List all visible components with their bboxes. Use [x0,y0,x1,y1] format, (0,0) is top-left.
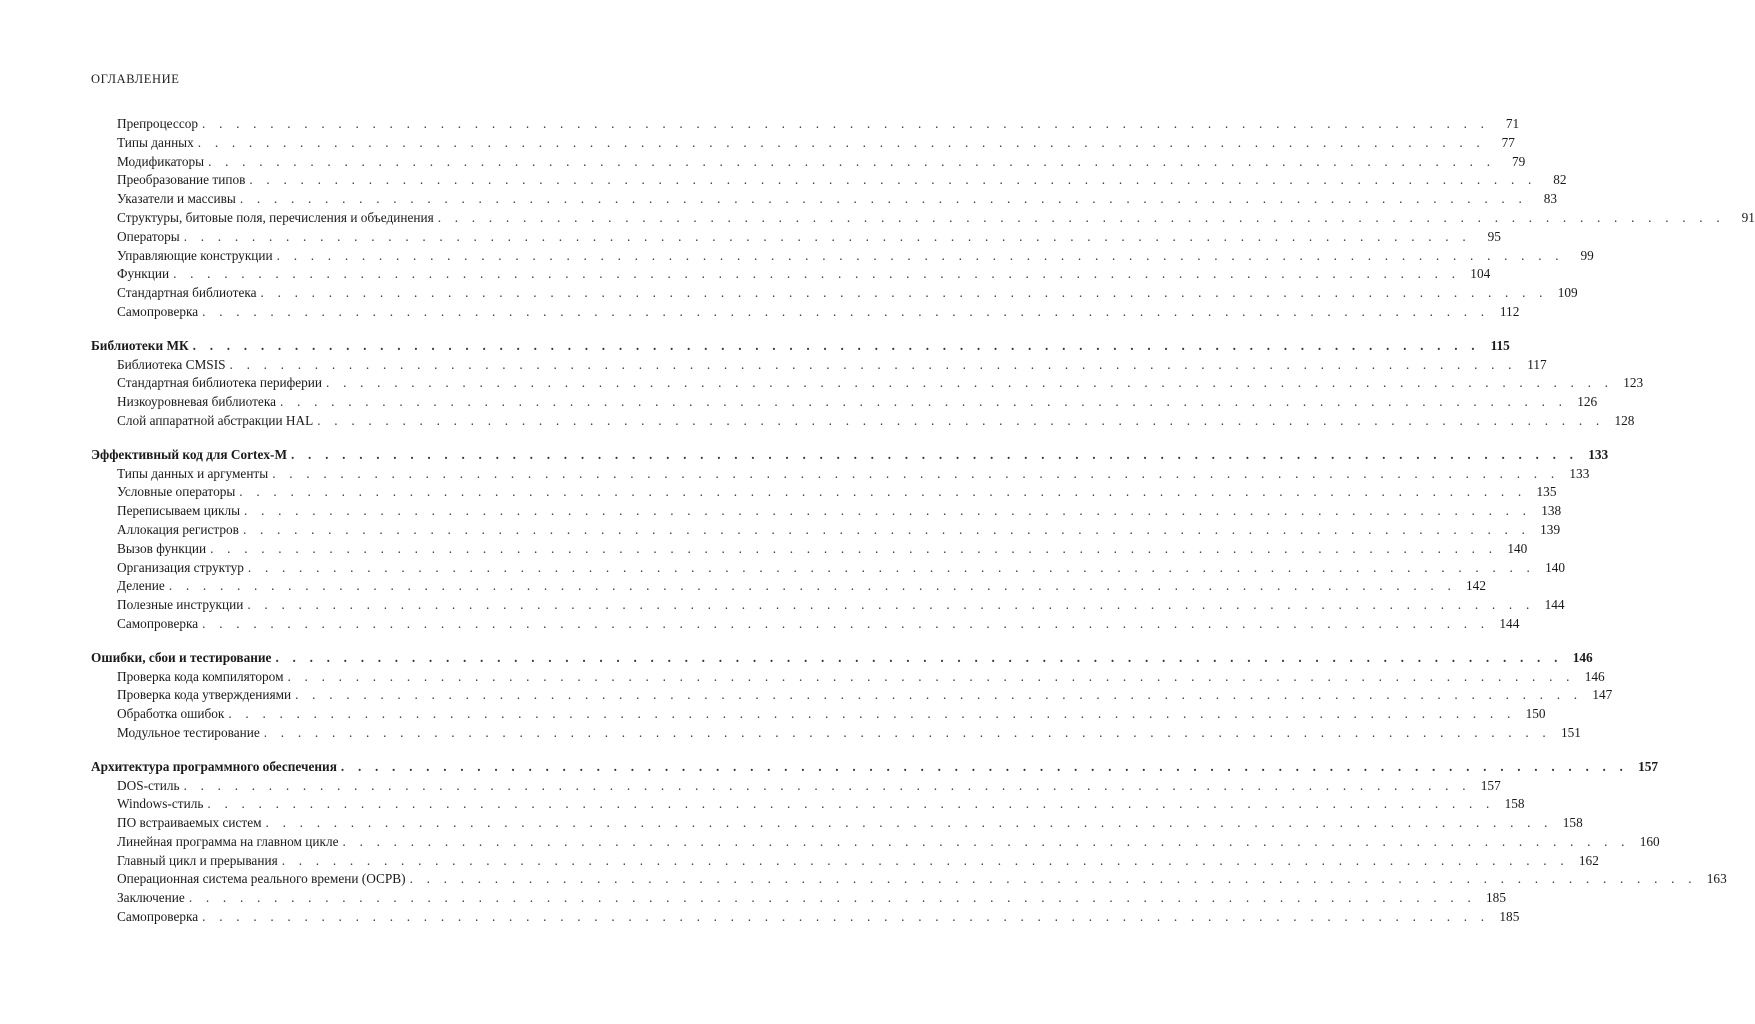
toc-entry-page: 142 [1466,578,1486,594]
dot-leader: . . . . . . . . . . . . . . . . . . . . . . . . . . . . . . . . . . . . . . . . . . . . . . . . . . . . . . . . . . . . . . . . . . . . . . . . . . . . [275,649,1563,665]
toc-section [91,649,1613,743]
dot-leader: . . . . . . . . . . . . . . . . . . . . . . . . . . . . . . . . . . . . . . . . . . . . . . . . . . . . . . . . . . . . . . . . . . . . . . . . . . . . [239,484,1527,500]
toc-chapter-title: Эффективный код для Cortex-M [91,446,287,462]
toc-entry-page: 151 [1560,724,1581,740]
toc-entry[interactable] [91,115,1520,134]
dot-leader: . . . . . . . . . . . . . . . . . . . . . . . . . . . . . . . . . . . . . . . . . . . . . . . . . . . . . . . . . . . . . . . . . . . . . . . . . . . . [208,153,1496,169]
toc-entry[interactable] [91,134,1515,153]
toc-chapter-title: Ошибки, сбои и тестирование [91,649,272,665]
toc-section [91,758,1727,927]
dot-leader: . . . . . . . . . . . . . . . . . . . . . . . . . . . . . . . . . . . . . . . . . . . . . . . . . . . . . . . . . . . . . . . . . . . . . . . . . . . . [173,266,1461,282]
toc-entry-page: 133 [1569,465,1590,481]
toc-entry[interactable] [91,908,1520,927]
toc-entry-title: Низкоуровневая библиотека [117,394,276,410]
toc-entry[interactable] [91,540,1528,559]
toc-entry-title: Структуры, битовые поля, перечисления и объединения [117,209,434,225]
toc-entry-title: Операционная система реального времени (ОСРВ) [117,871,406,887]
toc-chapter[interactable] [91,337,1510,356]
toc-entry-title: Самопроверка [117,615,199,631]
dot-leader: . . . . . . . . . . . . . . . . . . . . . . . . . . . . . . . . . . . . . . . . . . . . . . . . . . . . . . . . . . . . . . . . . . . . . . . . . . . . [188,890,1476,906]
toc-entry-page: 126 [1577,394,1598,410]
dot-leader: . . . . . . . . . . . . . . . . . . . . . . . . . . . . . . . . . . . . . . . . . . . . . . . . . . . . . . . . . . . . . . . . . . . . . . . . . . . . [437,209,1725,225]
toc-chapter[interactable] [91,446,1609,465]
table-of-contents [91,115,1755,927]
toc-entry-page: 95 [1487,228,1501,244]
dot-leader: . . . . . . . . . . . . . . . . . . . . . . . . . . . . . . . . . . . . . . . . . . . . . . . . . . . . . . . . . . . . . . . . . . . . . . . . . . . . [183,228,1471,244]
dot-leader: . . . . . . . . . . . . . . . . . . . . . . . . . . . . . . . . . . . . . . . . . . . . . . . . . . . . . . . . . . . . . . . . . . . . . . . . . . . . [326,375,1614,391]
toc-entry-title: Преобразование типов [117,172,246,188]
toc-chapter-page: 157 [1638,758,1659,774]
dot-leader: . . . . . . . . . . . . . . . . . . . . . . . . . . . . . . . . . . . . . . . . . . . . . . . . . . . . . . . . . . . . . . . . . . . . . . . . . . . . [242,521,1531,537]
dot-leader: . . . . . . . . . . . . . . . . . . . . . . . . . . . . . . . . . . . . . . . . . . . . . . . . . . . . . . . . . . . . . . . . . . . . . . . . . . . . [281,852,1569,868]
toc-entry[interactable] [91,356,1547,375]
toc-entry[interactable] [91,559,1566,578]
toc-entry-page: 135 [1536,484,1557,500]
section-gap [91,743,681,758]
dot-leader: . . . . . . . . . . . . . . . . . . . . . . . . . . . . . . . . . . . . . . . . . . . . . . . . . . . . . . . . . . . . . . . . . . . . . . . . . . . . [249,172,1537,188]
toc-entry-title: Операторы [117,228,180,244]
toc-entry-page: 157 [1480,777,1501,793]
dot-leader: . . . . . . . . . . . . . . . . . . . . . . . . . . . . . . . . . . . . . . . . . . . . . . . . . . . . . . . . . . . . . . . . . . . . . . . . . . . . [409,871,1697,887]
dot-leader: . . . . . . . . . . . . . . . . . . . . . . . . . . . . . . . . . . . . . . . . . . . . . . . . . . . . . . . . . . . . . . . . . . . . . . . . . . . . [276,247,1564,263]
toc-entry-page: 158 [1562,815,1583,831]
toc-entry[interactable] [91,171,1567,190]
toc-chapter[interactable] [91,758,1659,777]
toc-entry[interactable] [91,374,1644,393]
toc-entry-title: Главный цикл и прерывания [117,852,278,868]
toc-entry-title: Обработка ошибок [117,706,225,722]
dot-leader: . . . . . . . . . . . . . . . . . . . . . . . . . . . . . . . . . . . . . . . . . . . . . . . . . . . . . . . . . . . . . . . . . . . . . . . . . . . . [272,465,1560,481]
toc-section [91,337,1644,431]
toc-entry-title: Линейная программа на главном цикле [117,833,339,849]
toc-entry[interactable] [91,483,1557,502]
dot-leader: . . . . . . . . . . . . . . . . . . . . . . . . . . . . . . . . . . . . . . . . . . . . . . . . . . . . . . . . . . . . . . . . . . . . . . . . . . . . [280,394,1568,410]
toc-entry[interactable] [91,852,1599,871]
toc-entry[interactable] [91,833,1660,852]
dot-leader: . . . . . . . . . . . . . . . . . . . . . . . . . . . . . . . . . . . . . . . . . . . . . . . . . . . . . . . . . . . . . . . . . . . . . . . . . . . . [287,668,1575,684]
toc-entry[interactable] [91,284,1578,303]
toc-entry-title: Заключение [117,890,185,906]
toc-entry-title: Переписываем циклы [117,503,241,519]
toc-entry[interactable] [91,889,1506,908]
dot-leader: . . . . . . . . . . . . . . . . . . . . . . . . . . . . . . . . . . . . . . . . . . . . . . . . . . . . . . . . . . . . . . . . . . . . . . . . . . . . [260,285,1548,301]
toc-entry[interactable] [91,228,1501,247]
toc-entry-page: 185 [1486,890,1506,906]
toc-entry-title: Управляющие конструкции [117,247,273,263]
toc-entry[interactable] [91,577,1486,596]
toc-entry-page: 144 [1544,597,1565,613]
toc-entry[interactable] [91,668,1605,687]
dot-leader: . . . . . . . . . . . . . . . . . . . . . . . . . . . . . . . . . . . . . . . . . . . . . . . . . . . . . . . . . . . . . . . . . . . . . . . . . . . . [192,337,1480,353]
toc-chapter-page: 146 [1572,649,1593,665]
toc-entry-page: 71 [1505,116,1520,131]
section-gap [91,634,681,649]
toc-entry[interactable] [91,777,1501,796]
toc-entry-page: 162 [1578,852,1599,868]
dot-leader: . . . . . . . . . . . . . . . . . . . . . . . . . . . . . . . . . . . . . . . . . . . . . . . . . . . . . . . . . . . . . . . . . . . . . . . . . . . . [244,503,1532,519]
dot-leader: . . . . . . . . . . . . . . . . . . . . . . . . . . . . . . . . . . . . . . . . . . . . . . . . . . . . . . . . . . . . . . . . . . . . . . . . . . . . [247,597,1535,613]
dot-leader: . . . . . . . . . . . . . . . . . . . . . . . . . . . . . . . . . . . . . . . . . . . . . . . . . . . . . . . . . . . . . . . . . . . . . . . . . . . . [210,540,1498,556]
toc-entry-page: 163 [1706,871,1727,887]
toc-entry-title: Условные операторы [117,484,236,500]
toc-entry-page: 128 [1614,412,1635,428]
toc-entry[interactable] [91,686,1613,705]
toc-chapter-title: Архитектура программного обеспечения [91,758,337,774]
toc-entry[interactable] [91,393,1598,412]
running-head: ОГЛАВЛЕНИЕ [91,72,180,86]
toc-entry[interactable] [91,465,1590,484]
toc-entry-page: 99 [1580,247,1594,263]
toc-entry-page: 104 [1470,266,1491,282]
toc-entry-title: Препроцессор [117,116,199,131]
toc-entry-title: Стандартная библиотека [117,285,257,301]
dot-leader: . . . . . . . . . . . . . . . . . . . . . . . . . . . . . . . . . . . . . . . . . . . . . . . . . . . . . . . . . . . . . . . . . . . . . . . . . . . . [228,706,1516,722]
toc-entry-title: Вызов функции [117,540,207,556]
dot-leader: . . . . . . . . . . . . . . . . . . . . . . . . . . . . . . . . . . . . . . . . . . . . . . . . . . . . . . . . . . . . . . . . . . . . . . . . . . . . [239,191,1527,207]
toc-entry-title: Типы данных [117,134,194,150]
toc-entry-page: 77 [1501,134,1515,150]
dot-leader: . . . . . . . . . . . . . . . . . . . . . . . . . . . . . . . . . . . . . . . . . . . . . . . . . . . . . . . . . . . . . . . . . . . . . . . . . . . . [295,687,1583,703]
toc-entry-page: 139 [1540,521,1561,537]
toc-entry[interactable] [91,795,1525,814]
toc-entry[interactable] [91,265,1491,284]
dot-leader: . . . . . . . . . . . . . . . . . . . . . . . . . . . . . . . . . . . . . . . . . . . . . . . . . . . . . . . . . . . . . . . . . . . . . . . . . . . . [263,724,1551,740]
toc-entry-title: Самопроверка [117,303,199,319]
dot-leader: . . . . . . . . . . . . . . . . . . . . . . . . . . . . . . . . . . . . . . . . . . . . . . . . . . . . . . . . . . . . . . . . . . . . . . . . . . . . [202,909,1490,925]
dot-leader: . . . . . . . . . . . . . . . . . . . . . . . . . . . . . . . . . . . . . . . . . . . . . . . . . . . . . . . . . . . . . . . . . . . . . . . . . . . . [247,559,1536,575]
toc-entry-title: Слой аппаратной абстракции HAL [117,412,314,428]
toc-entry-page: 140 [1545,559,1566,575]
toc-entry[interactable] [91,521,1561,540]
toc-entry-title: Модульное тестирование [117,724,260,740]
dot-leader: . . . . . . . . . . . . . . . . . . . . . . . . . . . . . . . . . . . . . . . . . . . . . . . . . . . . . . . . . . . . . . . . . . . . . . . . . . . . [229,356,1517,372]
toc-entry-title: Организация структур [117,559,244,575]
toc-entry[interactable] [91,303,1520,322]
toc-entry-title: Windows-стиль [117,796,204,812]
dot-leader: . . . . . . . . . . . . . . . . . . . . . . . . . . . . . . . . . . . . . . . . . . . . . . . . . . . . . . . . . . . . . . . . . . . . . . . . . . . . [265,815,1553,831]
toc-entry-page: 83 [1543,191,1557,207]
toc-entry[interactable] [91,724,1581,743]
toc-entry-title: Библиотека CMSIS [117,356,226,372]
toc-entry-page: 140 [1507,540,1528,556]
toc-entry-page: 82 [1553,172,1567,188]
dot-leader: . . . . . . . . . . . . . . . . . . . . . . . . . . . . . . . . . . . . . . . . . . . . . . . . . . . . . . . . . . . . . . . . . . . . . . . . . . . . [317,412,1605,428]
toc-entry-page: 146 [1584,668,1605,684]
toc-chapter-title: Библиотеки МК [91,337,189,353]
dot-leader: . . . . . . . . . . . . . . . . . . . . . . . . . . . . . . . . . . . . . . . . . . . . . . . . . . . . . . . . . . . . . . . . . . . . . . . . . . . . [197,134,1485,150]
toc-entry-title: Проверка кода компилятором [117,668,284,684]
dot-leader: . . . . . . . . . . . . . . . . . . . . . . . . . . . . . . . . . . . . . . . . . . . . . . . . . . . . . . . . . . . . . . . . . . . . . . . . . . . . [207,796,1495,812]
toc-entry-title: Деление [117,578,165,594]
toc-entry[interactable] [91,190,1557,209]
toc-entry-page: 144 [1499,615,1520,631]
toc-entry-title: DOS-стиль [117,777,180,793]
toc-entry-page: 109 [1557,285,1578,301]
toc-entry-page: 185 [1499,909,1520,925]
toc-entry[interactable] [91,705,1546,724]
toc-entry-title: Полезные инструкции [117,597,244,613]
toc-entry-title: Стандартная библиотека периферии [117,375,323,391]
dot-leader: . . . . . . . . . . . . . . . . . . . . . . . . . . . . . . . . . . . . . . . . . . . . . . . . . . . . . . . . . . . . . . . . . . . . . . . . . . . . [340,758,1629,774]
toc-entry-title: Функции [117,266,170,282]
toc-entry-page: 123 [1623,375,1644,391]
toc-chapter[interactable] [91,649,1593,668]
toc-entry-page: 117 [1527,356,1547,372]
section-gap [91,431,681,446]
toc-entry[interactable] [91,209,1755,228]
dot-leader: . . . . . . . . . . . . . . . . . . . . . . . . . . . . . . . . . . . . . . . . . . . . . . . . . . . . . . . . . . . . . . . . . . . . . . . . . . . . [168,578,1456,594]
toc-entry[interactable] [91,596,1565,615]
toc-chapter-page: 133 [1588,446,1609,462]
dot-leader: . . . . . . . . . . . . . . . . . . . . . . . . . . . . . . . . . . . . . . . . . . . . . . . . . . . . . . . . . . . . . . . . . . . . . . . . . . . . [291,446,1579,462]
dot-leader: . . . . . . . . . . . . . . . . . . . . . . . . . . . . . . . . . . . . . . . . . . . . . . . . . . . . . . . . . . . . . . . . . . . . . . . . . . . . [202,615,1490,631]
toc-entry[interactable] [91,153,1526,172]
toc-entry-title: ПО встраиваемых систем [117,815,262,831]
toc-entry-title: Проверка кода утверждениями [117,687,292,703]
dot-leader: . . . . . . . . . . . . . . . . . . . . . . . . . . . . . . . . . . . . . . . . . . . . . . . . . . . . . . . . . . . . . . . . . . . . . . . . . . . . [202,116,1490,131]
toc-entry-title: Модификаторы [117,153,205,169]
toc-entry-page: 91 [1741,209,1755,225]
toc-entry-page: 138 [1541,503,1562,519]
toc-section [91,115,1755,322]
toc-entry-page: 79 [1511,153,1526,169]
toc-entry-title: Типы данных и аргументы [117,465,269,481]
toc-entry[interactable] [91,247,1594,266]
toc-entry-page: 147 [1592,687,1613,703]
dot-leader: . . . . . . . . . . . . . . . . . . . . . . . . . . . . . . . . . . . . . . . . . . . . . . . . . . . . . . . . . . . . . . . . . . . . . . . . . . . . [202,303,1490,319]
toc-entry[interactable] [91,412,1635,431]
toc-entry[interactable] [91,615,1520,634]
section-gap [91,322,681,337]
toc-entry[interactable] [91,502,1562,521]
toc-chapter-page: 115 [1490,337,1510,353]
toc-entry[interactable] [91,814,1583,833]
toc-entry-title: Аллокация регистров [117,521,239,537]
toc-entry-page: 160 [1639,833,1660,849]
toc-entry[interactable] [91,870,1727,889]
toc-entry-title: Указатели и массивы [117,191,236,207]
toc-entry-page: 150 [1525,706,1546,722]
toc-section [91,446,1609,634]
dot-leader: . . . . . . . . . . . . . . . . . . . . . . . . . . . . . . . . . . . . . . . . . . . . . . . . . . . . . . . . . . . . . . . . . . . . . . . . . . . . [342,833,1630,849]
dot-leader: . . . . . . . . . . . . . . . . . . . . . . . . . . . . . . . . . . . . . . . . . . . . . . . . . . . . . . . . . . . . . . . . . . . . . . . . . . . . [183,777,1471,793]
toc-entry-page: 158 [1504,796,1525,812]
toc-entry-title: Самопроверка [117,909,199,925]
toc-entry-page: 112 [1499,303,1520,319]
